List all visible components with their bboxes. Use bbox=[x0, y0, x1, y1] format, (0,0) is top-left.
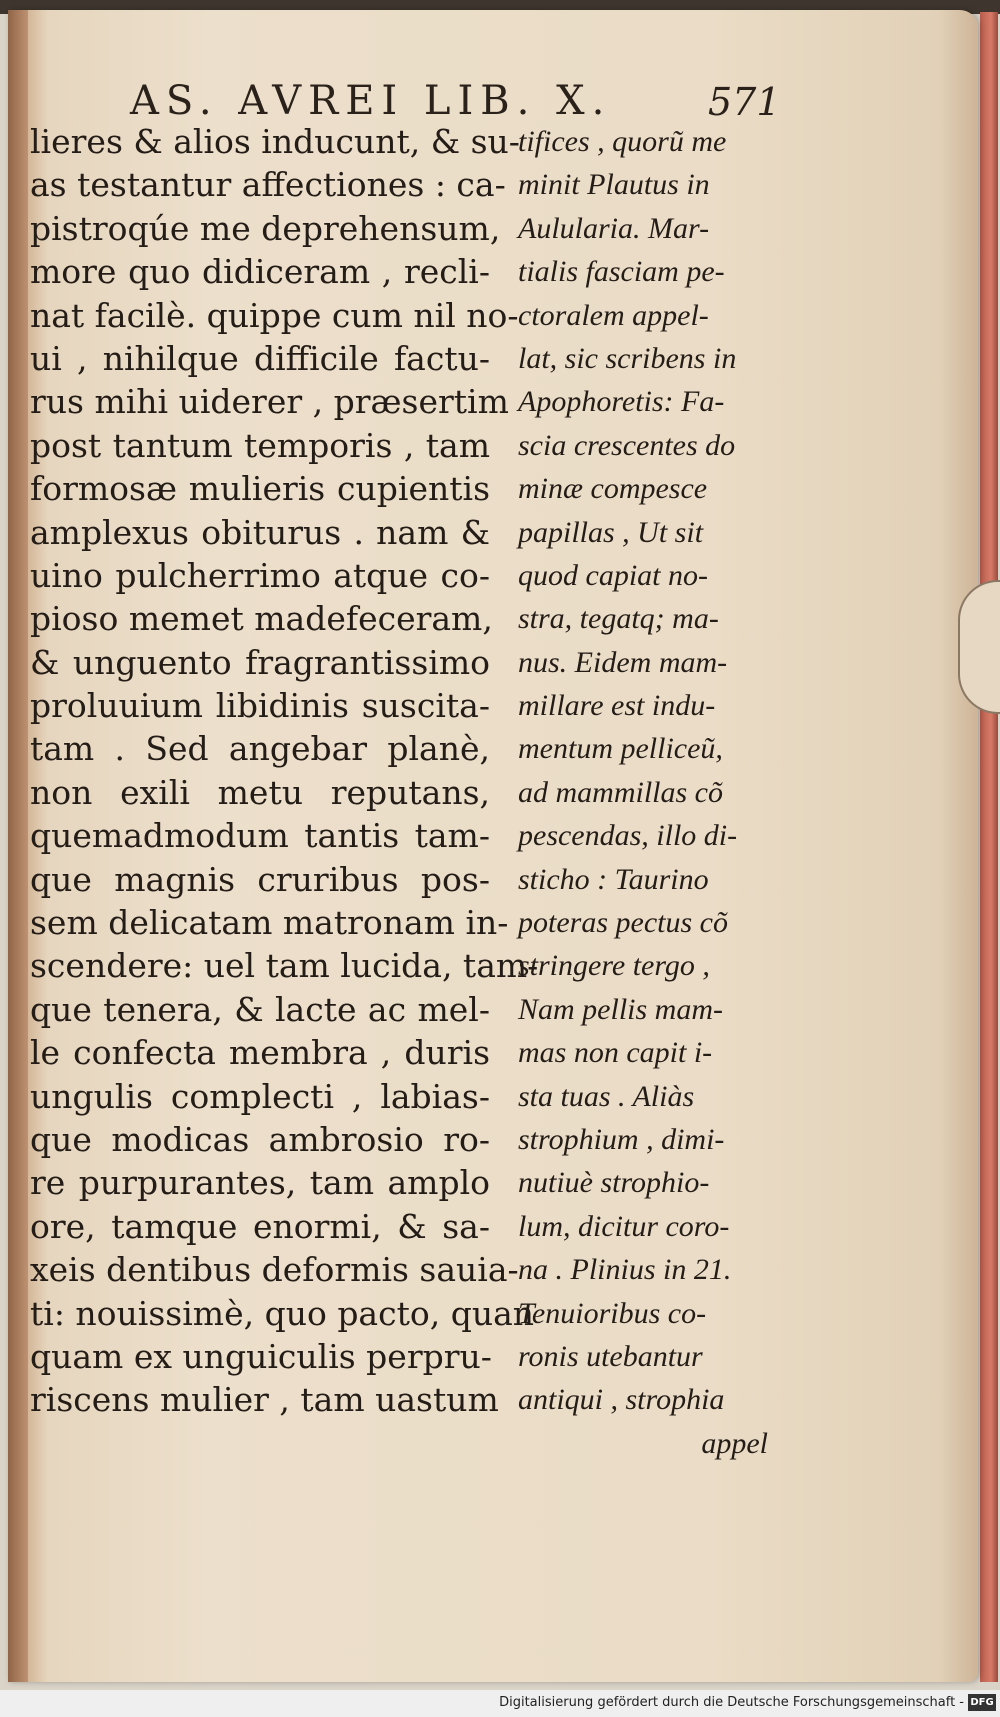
gloss-line: na . Plinius in 21. bbox=[518, 1253, 732, 1287]
text-line: scendere: uel tam lucida, tam- bbox=[30, 946, 539, 986]
text-line: re purpurantes, tam amplo bbox=[30, 1163, 490, 1203]
text-line: xeis dentibus deformis sauia- bbox=[30, 1250, 519, 1290]
text-line: non exili metu reputans, bbox=[30, 772, 490, 812]
gloss-line: strophium , dimi- bbox=[518, 1122, 725, 1156]
gloss-line: millare est indu- bbox=[518, 689, 716, 723]
running-head: AS. AVREI LIB. X. bbox=[130, 78, 612, 124]
gloss-line: sticho : Taurino bbox=[518, 862, 709, 896]
gloss-line: pescendas, illo di- bbox=[518, 819, 738, 853]
gloss-line: tifices , quorũ me bbox=[518, 125, 727, 158]
text-line: amplexus obiturus . nam & bbox=[30, 512, 490, 552]
gloss-line: mas non capit i- bbox=[518, 1036, 713, 1070]
gloss-line: antiqui , strophia bbox=[518, 1383, 725, 1417]
text-line: rus mihi uiderer , præsertim bbox=[30, 382, 509, 422]
text-line: ungulis complecti , labias- bbox=[30, 1076, 490, 1116]
gloss-line: Nam pellis mam- bbox=[518, 992, 723, 1026]
text-line: quemadmodum tantis tam- bbox=[30, 816, 490, 856]
text-line: more quo didiceram , recli- bbox=[30, 252, 490, 292]
text-line: sem delicatam matronam in- bbox=[30, 903, 509, 943]
gloss-line: ad mammillas cõ bbox=[518, 775, 723, 809]
gloss-line: minæ compesce bbox=[518, 472, 708, 506]
page-tab-mark bbox=[958, 580, 1000, 714]
text-line: & unguento fragrantissimo bbox=[30, 642, 490, 682]
text-line: tam . Sed angebar planè, bbox=[30, 729, 490, 769]
book-edge bbox=[980, 12, 998, 1682]
gloss-line: Aulularia. Mar- bbox=[518, 211, 710, 245]
text-line: uino pulcherrimo atque co- bbox=[30, 555, 490, 595]
gloss-line: ronis utebantur bbox=[518, 1339, 703, 1373]
gloss-line: lat, sic scribens in bbox=[518, 341, 737, 375]
text-line: lieres & alios inducunt, & su- bbox=[30, 122, 520, 161]
page-number: 571 bbox=[708, 80, 781, 124]
text-line: riscens mulier , tam uastum bbox=[30, 1380, 499, 1420]
gloss-line: mentum pelliceũ, bbox=[518, 732, 723, 766]
right-gloss-column bbox=[518, 120, 778, 1465]
text-line: quam ex unguiculis perpru- bbox=[30, 1336, 492, 1376]
catchword: appel bbox=[701, 1426, 768, 1460]
gloss-line: stringere tergo , bbox=[518, 949, 710, 983]
gloss-line: minit Plautus in bbox=[518, 168, 710, 202]
gloss-line: poteras pectus cõ bbox=[518, 906, 728, 940]
gloss-line: tialis fasciam pe- bbox=[518, 255, 725, 289]
text-line: pistroqúe me deprehensum, bbox=[30, 208, 501, 248]
digitization-footer bbox=[0, 1690, 1000, 1717]
page-gutter bbox=[8, 10, 28, 1682]
text-line: que magnis cruribus pos- bbox=[30, 859, 490, 899]
text-line: ore, tamque enormi, & sa- bbox=[30, 1206, 490, 1246]
text-line: proluuium libidinis suscita- bbox=[30, 686, 490, 726]
text-line: ti: nouissimè, quo pacto, quan bbox=[30, 1293, 535, 1333]
text-line: que modicas ambrosio ro- bbox=[30, 1119, 490, 1159]
gloss-line: nus. Eidem mam- bbox=[518, 645, 728, 679]
gloss-line: lum, dicitur coro- bbox=[518, 1209, 730, 1243]
text-line: formosæ mulieris cupientis bbox=[30, 469, 490, 509]
gloss-line: scia crescentes do bbox=[518, 428, 736, 462]
gloss-line: Apophoretis: Fa- bbox=[518, 385, 725, 419]
gloss-line: papillas , Ut sit bbox=[518, 515, 704, 549]
text-line: le confecta membra , duris bbox=[30, 1033, 490, 1073]
gloss-line: ctoralem appel- bbox=[518, 298, 709, 332]
funding-notice: Digitalisierung gefördert durch die Deutsche Forschungsgemeinschaft - bbox=[499, 1695, 964, 1710]
gloss-line: sta tuas . Aliàs bbox=[518, 1079, 695, 1113]
gloss-line: Tenuioribus co- bbox=[518, 1296, 707, 1330]
left-text-column bbox=[30, 120, 539, 1422]
text-line: que tenera, & lacte ac mel- bbox=[30, 989, 490, 1029]
dfg-logo: DFG bbox=[968, 1694, 996, 1711]
gloss-line: quod capiat no- bbox=[518, 558, 708, 592]
text-line: pioso memet madefeceram, bbox=[30, 599, 493, 639]
gloss-line: stra, tegatq; ma- bbox=[518, 602, 719, 636]
text-line: ui , nihilque difficile factu- bbox=[30, 338, 490, 378]
text-line: as testantur affectiones : ca- bbox=[30, 165, 506, 205]
text-line: nat facilè. quippe cum nil no- bbox=[30, 295, 519, 335]
text-line: post tantum temporis , tam bbox=[30, 425, 490, 465]
gloss-line: nutiuè strophio- bbox=[518, 1166, 710, 1200]
